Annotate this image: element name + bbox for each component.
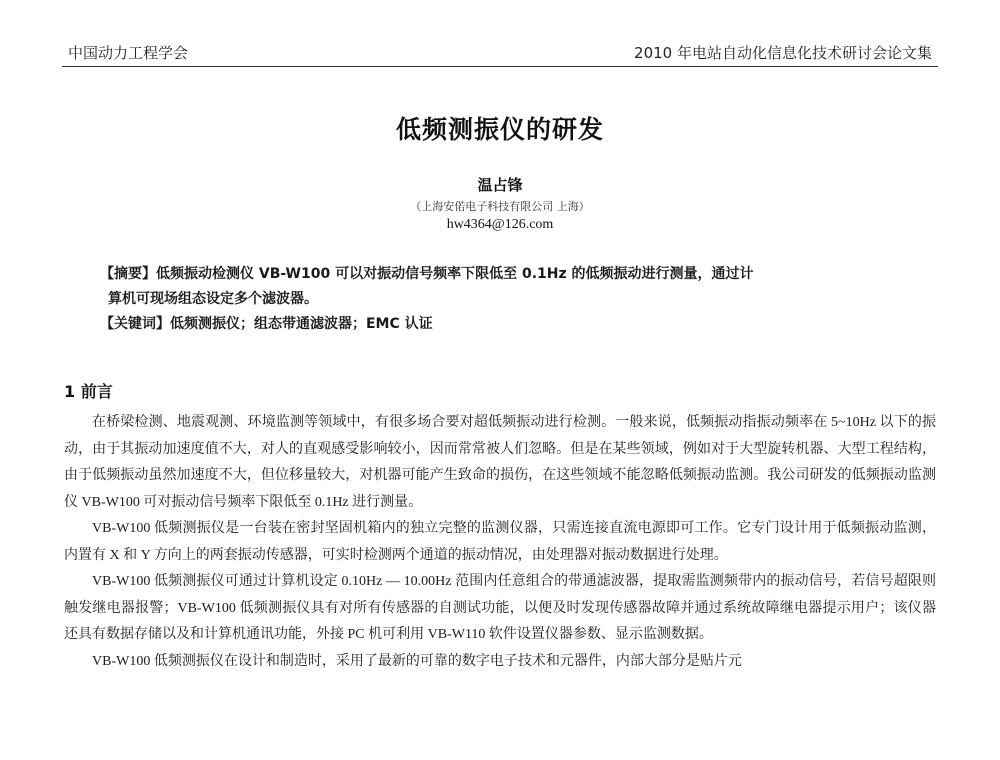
author-affiliation: （上海安偌电子科技有限公司 上海）: [410, 200, 590, 213]
body-paragraph: VB-W100 低频测振仪在设计和制造时，采用了最新的可靠的数字电子技术和元器件，内部大部分是贴片元: [92, 653, 742, 669]
paper-title: 低频测振仪的研发: [395, 115, 604, 144]
author-name: 温占锋: [477, 176, 523, 194]
section-heading: 1 前言: [64, 382, 113, 401]
header-society: 中国动力工程学会: [68, 44, 189, 62]
header-proceedings: 2010 年电站自动化信息化技术研讨会论文集: [634, 44, 932, 62]
page-header: [62, 40, 938, 64]
header-rule: [62, 66, 938, 67]
abstract-line-1: 【摘要】低频振动检测仪 VB-W100 可以对振动信号频率下限低至 0.1Hz 的低频振动进行测量，通过计: [100, 266, 754, 282]
body-paragraph: VB-W100 低频测振仪可通过计算机设定 0.10Hz — 10.00Hz 范围内任意组合的带通滤波器，提取需监测频带内的振动信号，若信号超限则触发继电器报警；VB-W100 低频测振仪具有对所有传感器的自测试功能，以便及时发现传感器故障并通过系统故障继电器提示用户；该仪器还具有数据存储以及和计算机通讯功能，外接 PC 机可利用 VB-W110 软件设置仪器参数、显示监测数据。: [64, 574, 936, 642]
abstract-block: [100, 262, 900, 337]
author-email: hw4364@126.com: [446, 217, 554, 232]
keywords: 【关键词】低频测振仪；组态带通滤波器；EMC 认证: [100, 316, 433, 332]
body-paragraph: 在桥梁检测、地震观测、环境监测等领域中，有很多场合要对超低频振动进行检测。一般来说，低频振动指振动频率在 5~10Hz 以下的振动，由于其振动加速度值不大，对人的直观感受影响较小，因而常常被人们忽略。但是在某些领域，例如对于大型旋转机器、大型工程结构，由于低频振动虽然加速度不大，但位移量较大，对机器可能产生致命的损伤，在这些领域不能忽略低频振动监测。我公司研发的低频振动监测仪 VB-W100 可对振动信号频率下限低至 0.1Hz 进行测量。: [64, 415, 936, 510]
body-paragraph: VB-W100 低频测振仪是一台装在密封坚固机箱内的独立完整的监测仪器，只需连接直流电源即可工作。它专门设计用于低频振动监测，内置有 X 和 Y 方向上的两套振动传感器，可实时检测两个通道的振动情况，由处理器对振动数据进行处理。: [64, 521, 936, 563]
section-body: [64, 410, 936, 675]
abstract-line-2: 算机可现场组态设定多个滤波器。: [108, 291, 318, 307]
